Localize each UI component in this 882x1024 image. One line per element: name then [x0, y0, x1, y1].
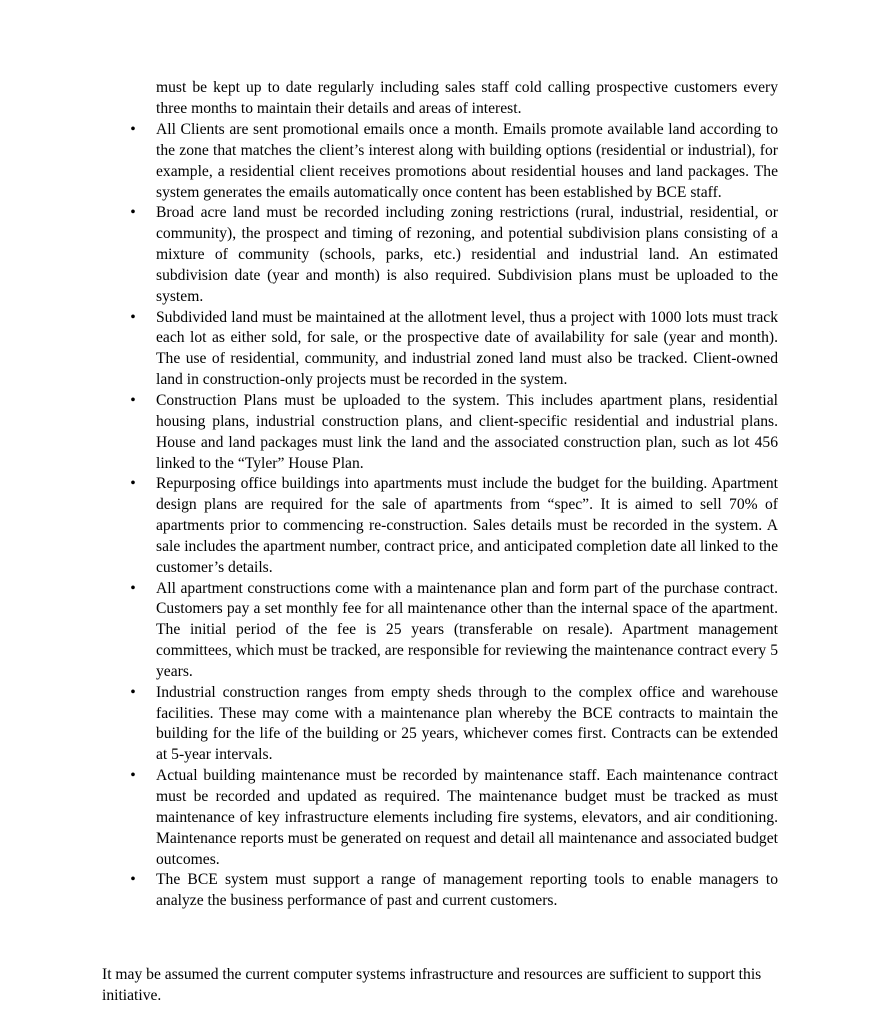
bullet-icon: •	[130, 204, 136, 222]
closing-paragraph: It may be assumed the current computer systems infrastructure and resources are sufficient to support this initiative.	[102, 966, 762, 1004]
bullet-text: Industrial construction ranges from empty sheds through to the complex office and warehouse facilities. These may come with a maintenance plan whereby the BCE contracts to maintain the building for the life of the building or 25 years, whichever comes first. Contracts can be extended at 5-year intervals.	[156, 683, 778, 764]
bullet-item-repurposing-offices	[130, 474, 778, 578]
bullet-text: All apartment constructions come with a maintenance plan and form part of the purchase contract. Customers pay a set monthly fee for all maintenance other than the internal space of the apartment. The initial period of the fee is 25 years (transferable on resale). Apartment management committees, which must be tracked, are responsible for reviewing the maintenance contract every 5 years.	[156, 579, 778, 680]
bullet-item-building-maintenance	[130, 766, 778, 870]
bullet-icon: •	[130, 121, 136, 138]
bullet-item-industrial-construction	[130, 683, 778, 766]
bullet-icon: •	[130, 475, 136, 493]
bullet-text: All Clients are sent promotional emails once a month. Emails promote available land according to the zone that matches the client’s interest along with building options (residential or industrial), for example, a residential client receives promotions about residential houses and land packages. The system generates the emails automatically once content has been established by BCE staff.	[156, 121, 778, 201]
bullet-item-broad-acre-land	[130, 203, 778, 307]
bullet-icon: •	[130, 579, 136, 597]
bullet-text: The BCE system must support a range of management reporting tools to enable managers to analyze the business performance of past and current customers.	[156, 871, 778, 910]
bullet-text: Repurposing office buildings into apartments must include the budget for the building. Apartment design plans are required for the sale of apartments from “spec”. It is aimed to sell 70% of apartments prior to commencing re-construction. Sales details must be recorded in the system. A sale includes the apartment number, contract price, and anticipated completion date all linked to the customer’s details.	[156, 475, 778, 576]
bullet-text: Construction Plans must be uploaded to the system. This includes apartment plans, residential housing plans, industrial construction plans, and client-specific residential and industrial plans. House and land packages must link the land and the associated construction plan, such as lot 456 linked to the “Tyler” House Plan.	[156, 391, 778, 472]
bullet-text: Broad acre land must be recorded including zoning restrictions (rural, industrial, residential, or community), the prospect and timing of rezoning, and potential subdivision plans consisting of a mixture of community (schools, parks, etc.) residential and industrial land. An estimated subdivision date (year and month) is also required. Subdivision plans must be uploaded to the system.	[156, 204, 778, 305]
bullet-item-subdivided-land	[130, 308, 778, 391]
bullet-icon: •	[130, 871, 136, 889]
bullet-item-management-reporting	[130, 870, 778, 912]
bullet-text: Actual building maintenance must be recorded by maintenance staff. Each maintenance contract must be recorded and updated as required. The maintenance budget must be tracked as must maintenance of key infrastructure elements including fire systems, elevators, and air conditioning. Maintenance reports must be generated on request and detail all maintenance and associated budget outcomes.	[156, 767, 778, 868]
bullet-icon: •	[130, 683, 136, 701]
bullet-item-promotional-emails	[130, 120, 778, 203]
requirements-bullet-list	[130, 120, 778, 912]
bullet-icon: •	[130, 767, 136, 785]
bullet-text: Subdivided land must be maintained at the allotment level, thus a project with 1000 lots must track each lot as either sold, for sale, or the prospective date of availability for sale (year and month). The use of residential, community, and industrial zoned land must also be tracked. Client-owned land in construction-only projects must be recorded in the system.	[156, 308, 778, 389]
bullet-item-apartment-maintenance	[130, 579, 778, 683]
bullet-icon: •	[130, 391, 136, 409]
bullet-icon: •	[130, 308, 136, 326]
continuation-paragraph: must be kept up to date regularly including sales staff cold calling prospective customers every three months to maintain their details and areas of interest.	[156, 79, 778, 117]
bullet-item-construction-plans	[130, 391, 778, 474]
